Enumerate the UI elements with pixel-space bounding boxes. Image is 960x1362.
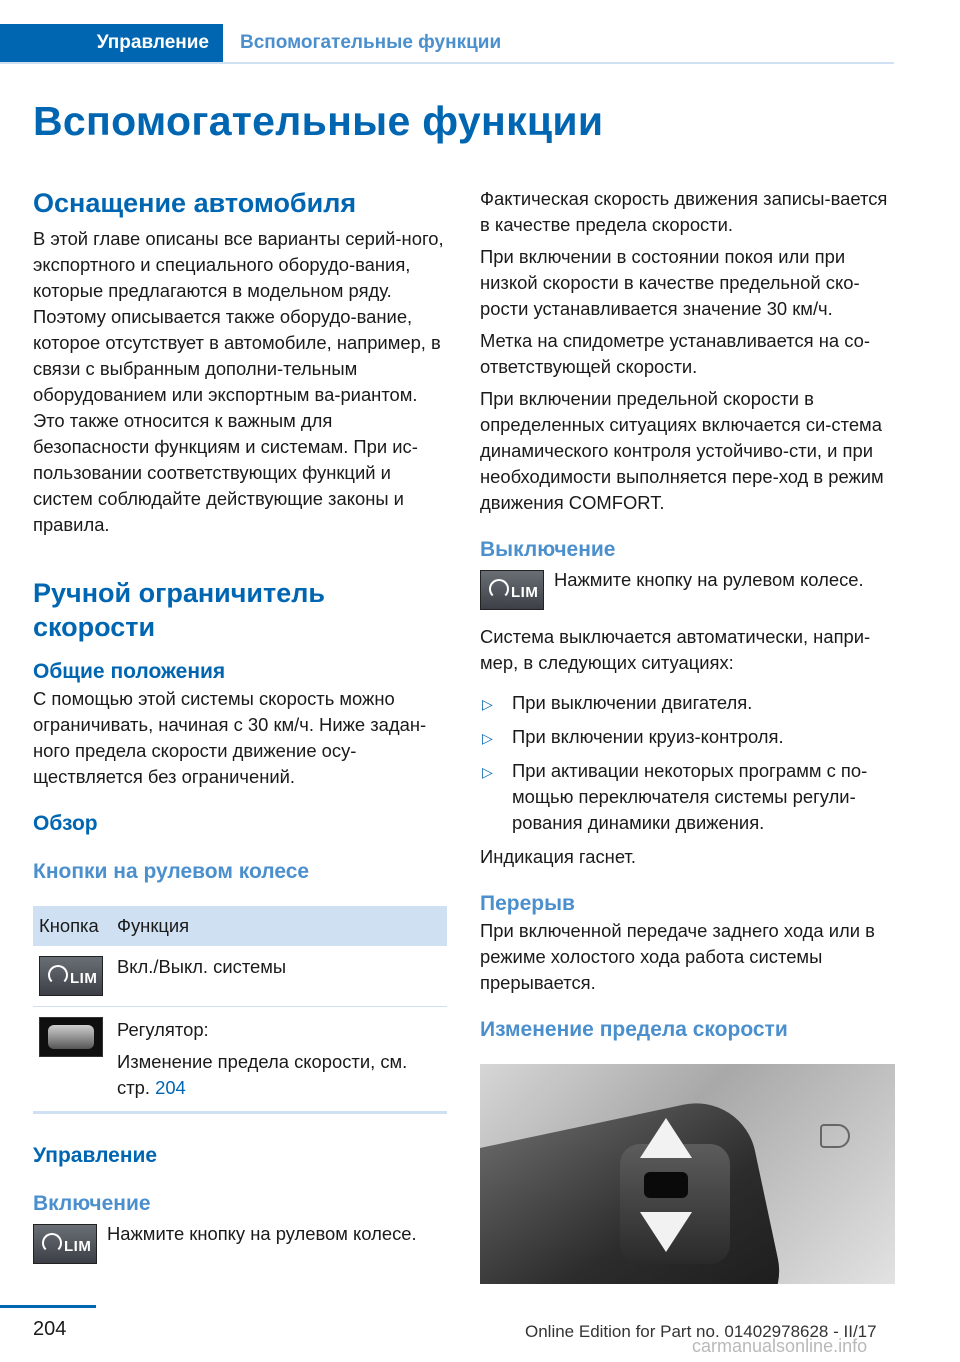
lim-button-icon: LIM: [480, 570, 544, 610]
right-p1: Фактическая скорость движения записы-вается в качестве предела скорости.: [480, 188, 888, 235]
table-cell-function: Вкл./Выкл. системы: [111, 946, 447, 1007]
control-heading: Управление: [33, 1144, 158, 1167]
lim-button-icon: LIM: [33, 1224, 97, 1264]
bullet-triangle-icon: ▷: [482, 730, 493, 746]
list-item: ▷ При выключении двигателя.: [480, 690, 894, 716]
on-heading: Включение: [33, 1192, 151, 1215]
table-row: [33, 946, 447, 1007]
table-row: [33, 1007, 447, 1113]
right-p2: При включении в состоянии покоя или при низкой скорости в качестве предельной ско-рости устанавливается значение 30 км/ч.: [480, 246, 860, 319]
auto-off-text: Система выключается автоматически, напри-мер, в следующих ситуациях:: [480, 626, 871, 673]
header-subsection-tab: Вспомогательные функции: [240, 32, 502, 53]
regulator-text: Изменение предела скорости, см. стр.: [117, 1051, 408, 1098]
steering-wheel-image: [480, 1064, 895, 1284]
general-heading: Общие положения: [33, 660, 226, 683]
arrow-up-icon: [640, 1118, 692, 1158]
equipment-text: В этой главе описаны все варианты серий-ного, экспортного и специального оборудо-вания, которые предлагаются в модельном ряду. Поэтому описывается также оборудо-вание, которое отсутствует в автомобиле, например, в связи с выбранным дополни-тельным оборудованием или экспортным ва-риантом. Это также относится к важным для безопасности функциям и системам. При ис-пользовании соответствующих функций и систем соблюдайте действующие законы и правила.: [33, 228, 444, 535]
col-function-header: Функция: [111, 906, 447, 946]
rocker-wheel: [644, 1172, 688, 1198]
general-text: С помощью этой системы скорость можно ограничивать, начиная с 30 км/ч. Ниже задан-ного предела скорости движение осу-ществляется без ограничений.: [33, 688, 427, 787]
watermark: carmanualsonline.info: [692, 1336, 868, 1356]
pause-text: При включенной передаче заднего хода или в режиме холостого хода работа системы прерывается.: [480, 920, 875, 993]
arrow-down-icon: [640, 1212, 692, 1252]
right-p4: При включении предельной скорости в определенных ситуациях включается си-стема динамического контроля устойчиво-сти, и при необходимости выполняется пере-ход в режим движения COMFORT.: [480, 388, 884, 513]
page-title: Вспомогательные функции: [33, 98, 604, 144]
page-link[interactable]: 204: [155, 1077, 186, 1098]
col-button-header: Кнопка: [33, 906, 111, 946]
horn-icon: [820, 1124, 850, 1148]
regulator-label: Регулятор:: [117, 1019, 209, 1040]
lim-button-icon: LIM: [39, 956, 103, 996]
table-header-row: [33, 906, 447, 946]
buttons-table: [33, 906, 447, 1114]
overview-heading: Обзор: [33, 812, 98, 835]
indicator-text: Индикация гаснет.: [480, 846, 636, 867]
change-limit-heading: Изменение предела скорости: [480, 1018, 788, 1041]
footer-rule: [0, 1305, 96, 1308]
list-item: ▷ При активации некоторых программ с по-мощью переключателя системы регули-рования динамики движения.: [482, 760, 868, 833]
pause-heading: Перерыв: [480, 892, 575, 915]
on-text: Нажмите кнопку на рулевом колесе.: [107, 1223, 417, 1244]
limiter-heading: Ручной ограничитель скорости: [33, 578, 326, 642]
bullet-triangle-icon: ▷: [482, 696, 493, 712]
buttons-heading: Кнопки на рулевом колесе: [33, 860, 310, 883]
bullet-triangle-icon: ▷: [482, 764, 493, 780]
header-section-tab: Управление: [0, 24, 223, 62]
off-text: Нажмите кнопку на рулевом колесе.: [554, 569, 864, 590]
auto-off-list: [480, 690, 894, 836]
equipment-heading: Оснащение автомобиля: [33, 188, 357, 218]
page-number: 204: [33, 1318, 67, 1340]
edition-note: Online Edition for Part no. 01402978628 - II/17: [525, 1322, 877, 1341]
right-column: [480, 186, 894, 1284]
running-header: [0, 24, 894, 64]
left-column: [33, 186, 447, 1264]
list-item: ▷ При включении круиз-контроля.: [480, 724, 894, 750]
rocker-switch-icon: [39, 1017, 103, 1057]
right-p3: Метка на спидометре устанавливается на со-ответствующей скорости.: [480, 330, 870, 377]
off-heading: Выключение: [480, 538, 616, 561]
